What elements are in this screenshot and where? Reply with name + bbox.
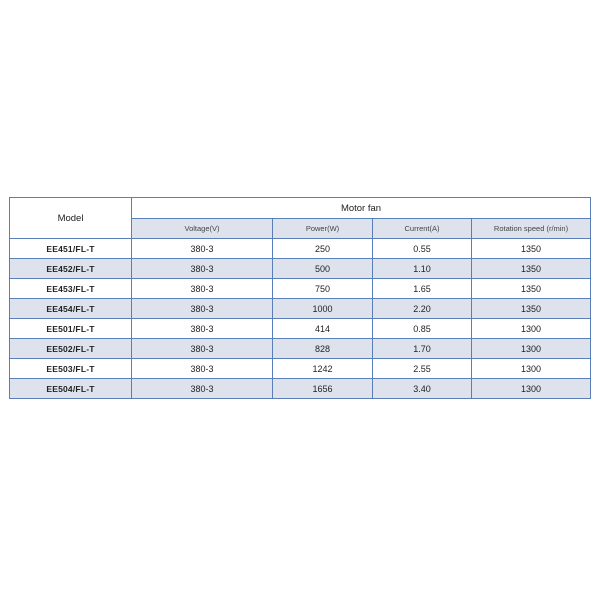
table-row <box>10 359 591 379</box>
table-header-row-group <box>10 198 591 219</box>
current-cell: 1.70 <box>373 339 472 359</box>
power-cell: 1656 <box>273 379 373 399</box>
voltage-cell: 380-3 <box>132 279 273 299</box>
current-cell: 2.55 <box>373 359 472 379</box>
voltage-cell: 380-3 <box>132 339 273 359</box>
column-header-rotation-speed: Rotation speed (r/min) <box>472 219 591 239</box>
model-cell: EE502/FL-T <box>10 339 132 359</box>
model-cell: EE452/FL-T <box>10 259 132 279</box>
power-cell: 500 <box>273 259 373 279</box>
model-cell: EE501/FL-T <box>10 319 132 339</box>
table-row <box>10 319 591 339</box>
rotation-speed-cell: 1300 <box>472 379 591 399</box>
model-cell: EE451/FL-T <box>10 239 132 259</box>
rotation-speed-cell: 1300 <box>472 319 591 339</box>
model-header: Model <box>10 198 132 239</box>
voltage-cell: 380-3 <box>132 319 273 339</box>
voltage-cell: 380-3 <box>132 259 273 279</box>
current-cell: 3.40 <box>373 379 472 399</box>
rotation-speed-cell: 1300 <box>472 359 591 379</box>
column-header-voltage: Voltage(V) <box>132 219 273 239</box>
column-header-power: Power(W) <box>273 219 373 239</box>
rotation-speed-cell: 1300 <box>472 339 591 359</box>
power-cell: 250 <box>273 239 373 259</box>
table-row <box>10 379 591 399</box>
current-cell: 1.65 <box>373 279 472 299</box>
table-row <box>10 299 591 319</box>
power-cell: 414 <box>273 319 373 339</box>
power-cell: 1000 <box>273 299 373 319</box>
voltage-cell: 380-3 <box>132 239 273 259</box>
table-row <box>10 279 591 299</box>
model-cell: EE453/FL-T <box>10 279 132 299</box>
rotation-speed-cell: 1350 <box>472 239 591 259</box>
current-cell: 0.85 <box>373 319 472 339</box>
model-cell: EE504/FL-T <box>10 379 132 399</box>
current-cell: 0.55 <box>373 239 472 259</box>
rotation-speed-cell: 1350 <box>472 279 591 299</box>
current-cell: 2.20 <box>373 299 472 319</box>
motor-fan-header: Motor fan <box>132 198 591 219</box>
column-header-current: Current(A) <box>373 219 472 239</box>
table-row <box>10 259 591 279</box>
model-cell: EE454/FL-T <box>10 299 132 319</box>
voltage-cell: 380-3 <box>132 379 273 399</box>
voltage-cell: 380-3 <box>132 359 273 379</box>
power-cell: 828 <box>273 339 373 359</box>
voltage-cell: 380-3 <box>132 299 273 319</box>
power-cell: 750 <box>273 279 373 299</box>
table-row <box>10 339 591 359</box>
model-cell: EE503/FL-T <box>10 359 132 379</box>
current-cell: 1.10 <box>373 259 472 279</box>
power-cell: 1242 <box>273 359 373 379</box>
motor-fan-spec-table <box>9 197 591 399</box>
table-row <box>10 239 591 259</box>
rotation-speed-cell: 1350 <box>472 299 591 319</box>
rotation-speed-cell: 1350 <box>472 259 591 279</box>
